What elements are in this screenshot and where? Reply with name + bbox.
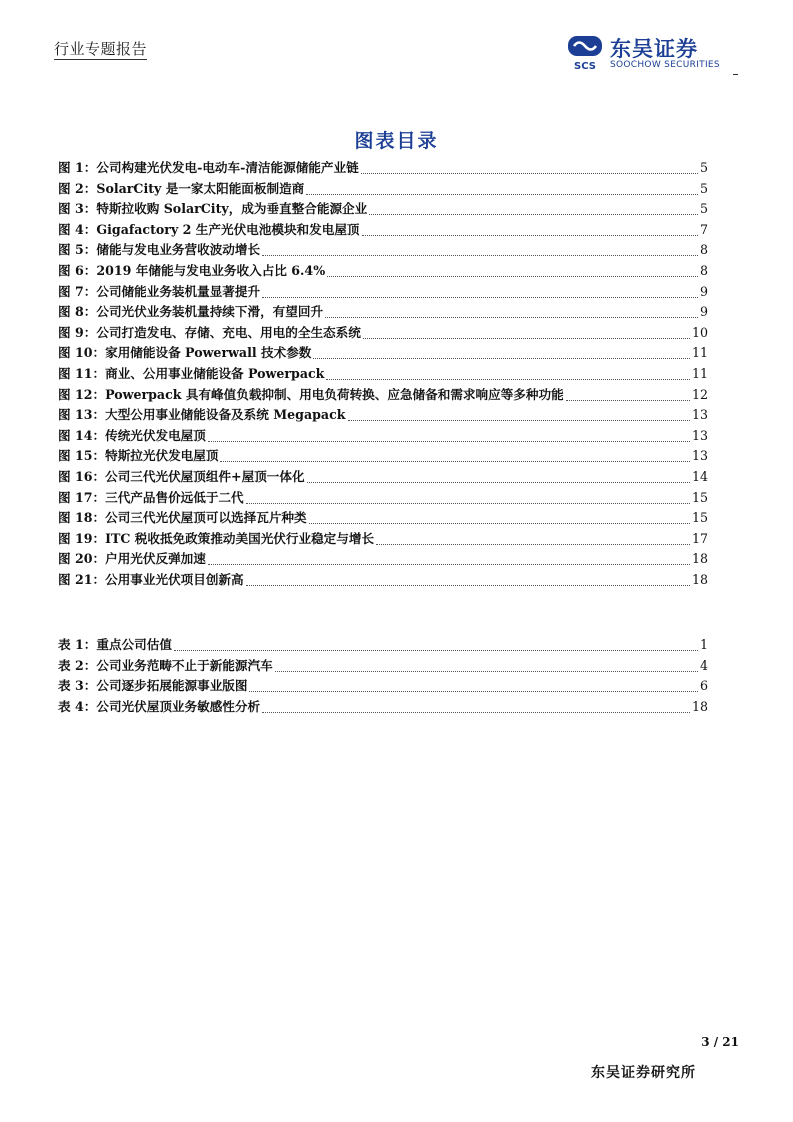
toc-entry-text: 储能与发电业务营收波动增长 [96, 242, 261, 258]
toc-entry-title [58, 676, 247, 697]
toc-entry-text: 公司逐步拓展能源事业版图 [96, 678, 248, 694]
toc-entry-title [58, 467, 305, 488]
toc-entry-title [58, 635, 172, 656]
toc-entry-text: 特斯拉光伏发电屋顶 [105, 448, 219, 464]
toc-entry[interactable] [58, 302, 708, 323]
toc-entry-text: 商业、公用事业储能设备 Powerpack [105, 365, 325, 381]
toc-entry-page: 11 [691, 345, 708, 361]
logo-cn: 东吴证券 [610, 37, 698, 61]
toc-entry-title [58, 697, 260, 718]
toc-entry[interactable] [58, 158, 708, 179]
toc-entry[interactable] [58, 199, 708, 220]
toc-leader-dots [327, 262, 698, 277]
toc-entry-title [58, 364, 324, 385]
toc-entry-title [58, 656, 273, 677]
toc-entry-title [58, 385, 564, 406]
toc-leader-dots [174, 636, 698, 651]
toc-entry-title [58, 261, 325, 282]
toc-entry-title [58, 302, 323, 323]
toc-leader-dots [325, 303, 698, 318]
toc-entry-title [58, 220, 360, 241]
figure-list [58, 158, 708, 590]
toc-entry-page: 14 [691, 468, 708, 484]
toc-entry-text: 公司打造发电、存储、充电、用电的全生态系统 [96, 324, 361, 340]
toc-entry-page: 13 [691, 427, 708, 443]
header-underline [54, 59, 147, 60]
toc-entry-title [58, 158, 359, 179]
toc-entry-title [58, 240, 260, 261]
toc-entry-page: 9 [699, 304, 708, 320]
toc-entry-page: 18 [691, 551, 708, 567]
toc-entry-label: 图 8： [58, 304, 97, 320]
toc-entry-page: 1 [699, 637, 708, 652]
toc-entry-text: 公司光伏屋顶业务敏感性分析 [96, 698, 261, 714]
toc-entry-text: Gigafactory 2 生产光伏电池模块和发电屋顶 [96, 221, 360, 237]
toc-entry-page: 17 [691, 530, 708, 546]
toc-leader-dots [376, 530, 690, 545]
toc-entry-text: 公司光伏业务装机量持续下滑，有望回升 [96, 304, 324, 320]
toc-entry-title [58, 529, 374, 550]
toc-entry[interactable] [58, 549, 708, 570]
toc-entry-page: 8 [699, 242, 708, 258]
logo-mark-icon [566, 33, 606, 73]
toc-entry-label: 图 20： [58, 551, 106, 567]
toc-entry-page: 18 [691, 571, 708, 587]
report-type-label: 行业专题报告 [54, 40, 148, 58]
footer-org: 东吴证券研究所 [591, 1065, 696, 1081]
toc-leader-dots [249, 677, 698, 692]
toc-entry[interactable] [58, 282, 708, 303]
toc-entry-title [58, 179, 304, 200]
toc-entry[interactable] [58, 508, 708, 529]
header-tick [733, 74, 738, 75]
toc-entry-page: 11 [691, 365, 708, 381]
toc-entry-label: 图 12： [58, 386, 106, 402]
toc-entry-text: 公用事业光伏项目创新高 [105, 571, 244, 587]
toc-entry[interactable] [58, 467, 708, 488]
toc-leader-dots [363, 324, 690, 339]
toc-entry-label: 图 17： [58, 489, 106, 505]
page-title: 图表目录 [354, 130, 439, 152]
toc-entry-page: 13 [691, 407, 708, 423]
toc-entry-label: 图 6： [58, 262, 97, 278]
toc-entry-page: 5 [699, 201, 708, 217]
toc-entry-page: 18 [691, 698, 708, 714]
toc-entry-page: 12 [691, 386, 708, 402]
toc-entry-page: 15 [691, 489, 708, 505]
toc-entry-label: 表 3： [58, 678, 97, 694]
toc-entry-text: 公司储能业务装机量显著提升 [96, 283, 261, 299]
company-logo [566, 33, 746, 77]
toc-entry-page: 6 [699, 678, 708, 694]
toc-entry-title [58, 199, 367, 220]
toc-leader-dots [246, 571, 690, 586]
table-list [58, 635, 708, 717]
toc-entry-page: 9 [699, 283, 708, 299]
toc-entry[interactable] [58, 343, 708, 364]
toc-entry-label: 图 9： [58, 324, 97, 340]
toc-entry-text: 三代产品售价远低于二代 [105, 489, 244, 505]
toc-entry-title [58, 426, 206, 447]
toc-entry-title [58, 549, 206, 570]
toc-entry-text: SolarCity 是一家太阳能面板制造商 [96, 180, 305, 196]
toc-entry[interactable] [58, 179, 708, 200]
toc-entry-label: 表 1： [58, 637, 97, 652]
toc-entry-label: 图 14： [58, 427, 106, 443]
toc-entry-title [58, 488, 244, 509]
toc-leader-dots [369, 200, 698, 215]
toc-entry-label: 图 18： [58, 510, 106, 526]
logo-mark-text: SCS [574, 61, 596, 72]
toc-entry-label: 图 5： [58, 242, 97, 258]
toc-entry-page: 7 [699, 221, 708, 237]
toc-entry-title [58, 405, 346, 426]
toc-leader-dots [246, 489, 690, 504]
page-number: 3 / 21 [701, 1035, 739, 1049]
toc-entry-text: 传统光伏发电屋顶 [105, 427, 206, 443]
toc-entry-page: 5 [699, 180, 708, 196]
toc-entry-title [58, 446, 218, 467]
toc-entry-text: 大型公用事业储能设备及系统 Megapack [105, 407, 346, 423]
toc-entry-label: 图 15： [58, 448, 106, 464]
toc-entry[interactable] [58, 261, 708, 282]
toc-entry-text: ITC 税收抵免政策推动美国光伏行业稳定与增长 [105, 530, 375, 546]
toc-entry-label: 图 7： [58, 283, 97, 299]
toc-entry[interactable] [58, 240, 708, 261]
toc-entry-text: 家用储能设备 Powerwall 技术参数 [105, 345, 312, 361]
toc-leader-dots [362, 221, 698, 236]
toc-entry-text: 公司业务范畴不止于新能源汽车 [96, 657, 273, 673]
toc-entry-title [58, 508, 307, 529]
toc-entry[interactable] [58, 529, 708, 550]
toc-leader-dots [306, 180, 698, 195]
toc-entry-title [58, 343, 311, 364]
toc-leader-dots [309, 509, 690, 524]
toc-leader-dots [348, 406, 690, 421]
toc-leader-dots [220, 447, 690, 462]
toc-leader-dots [307, 468, 690, 483]
toc-entry[interactable] [58, 426, 708, 447]
toc-entry[interactable] [58, 656, 708, 677]
toc-entry-text: 户用光伏反弹加速 [105, 551, 206, 567]
toc-entry-text: Powerpack 具有峰值负载抑制、用电负荷转换、应急储备和需求响应等多种功能 [105, 386, 564, 402]
toc-entry-label: 图 16： [58, 468, 106, 484]
toc-leader-dots [262, 698, 690, 713]
toc-entry-text: 公司三代光伏屋顶组件+屋顶一体化 [105, 468, 305, 484]
toc-entry[interactable] [58, 570, 708, 591]
toc-entry-text: 2019 年储能与发电业务收入占比 6.4% [96, 262, 326, 278]
toc-entry[interactable] [58, 220, 708, 241]
toc-entry[interactable] [58, 635, 708, 656]
toc-entry-label: 图 21： [58, 571, 106, 587]
toc-entry-page: 5 [699, 160, 708, 175]
toc-entry-title [58, 323, 361, 344]
toc-entry[interactable] [58, 676, 708, 697]
toc-entry-text: 特斯拉收购 SolarCity，成为垂直整合能源企业 [96, 201, 368, 217]
toc-entry[interactable] [58, 323, 708, 344]
toc-entry-text: 重点公司估值 [96, 637, 172, 652]
toc-entry-page: 8 [699, 262, 708, 278]
toc-entry-page: 10 [691, 324, 708, 340]
toc-entry[interactable] [58, 697, 708, 718]
toc-leader-dots [361, 159, 698, 174]
toc-leader-dots [262, 283, 698, 298]
toc-entry-label: 图 10： [58, 345, 106, 361]
toc-entry-label: 图 2： [58, 180, 97, 196]
toc-entry-label: 图 13： [58, 407, 106, 423]
toc-entry-title [58, 570, 244, 591]
toc-entry-label: 图 3： [58, 201, 97, 217]
toc-entry-title [58, 282, 260, 303]
toc-entry[interactable] [58, 446, 708, 467]
toc-entry-label: 图 19： [58, 530, 106, 546]
toc-entry-label: 图 11： [58, 365, 106, 381]
logo-en: SOOCHOW SECURITIES [610, 60, 720, 70]
toc-leader-dots [262, 241, 698, 256]
toc-entry-page: 15 [691, 510, 708, 526]
toc-leader-dots [275, 657, 698, 672]
toc-entry-label: 表 2： [58, 657, 97, 673]
toc-entry-page: 13 [691, 448, 708, 464]
toc-entry-text: 公司三代光伏屋顶可以选择瓦片种类 [105, 510, 307, 526]
toc-entry[interactable] [58, 364, 708, 385]
toc-entry-text: 公司构建光伏发电-电动车-清洁能源储能产业链 [96, 160, 359, 175]
toc-leader-dots [208, 427, 690, 442]
toc-entry-label: 图 1： [58, 160, 97, 175]
toc-entry-label: 表 4： [58, 698, 97, 714]
toc-leader-dots [326, 365, 690, 380]
toc-entry[interactable] [58, 385, 708, 406]
toc-leader-dots [566, 386, 690, 401]
toc-entry[interactable] [58, 488, 708, 509]
toc-entry-page: 4 [699, 657, 708, 673]
toc-leader-dots [208, 550, 690, 565]
toc-leader-dots [313, 344, 690, 359]
toc-entry-label: 图 4： [58, 221, 97, 237]
toc-entry[interactable] [58, 405, 708, 426]
